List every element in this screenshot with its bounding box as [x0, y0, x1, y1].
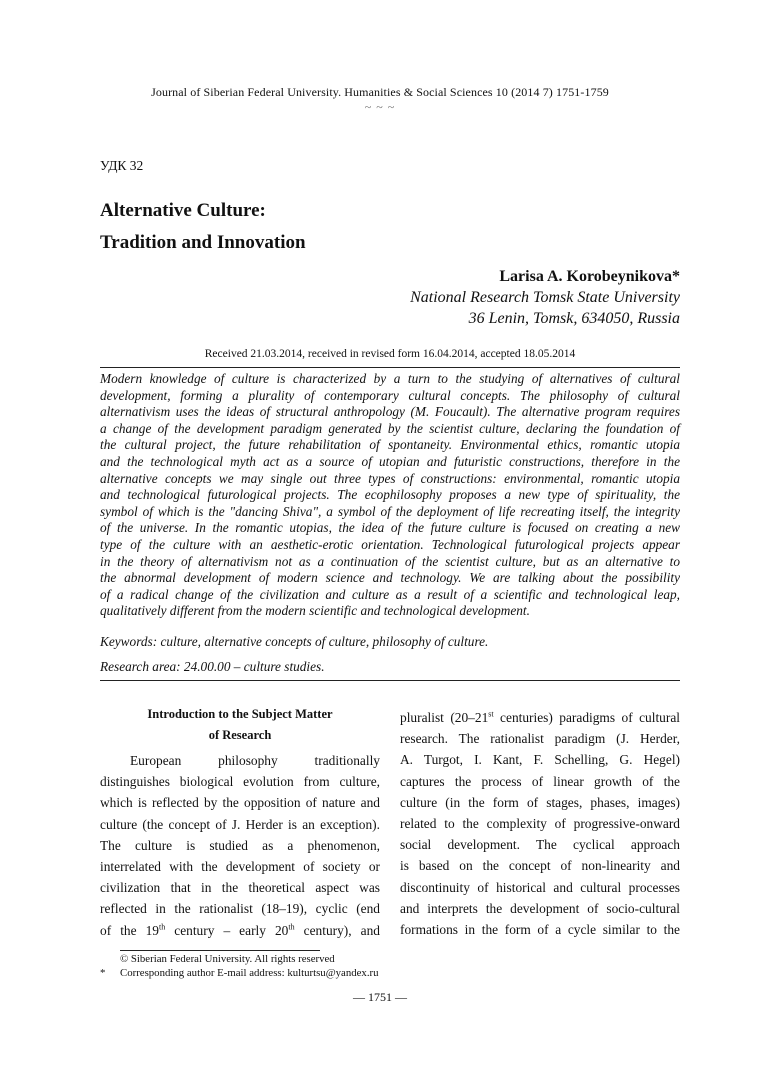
title-line-2: Tradition and Innovation	[100, 232, 306, 253]
footnote-rule	[120, 950, 320, 951]
abstract-line: and technological futurological projects. The ecophilosophy proposes a new type of spirituality, the	[100, 487, 680, 503]
author-name: Larisa A. Korobeynikova*	[499, 268, 680, 285]
abstract-line: type of the culture with an aesthetic-erotic orientation. Technological futurological projects appear	[100, 536, 680, 552]
text-segment: century – early 20	[165, 922, 289, 938]
body-column-right	[400, 707, 680, 940]
abstract-line: of a radical change of the civilization and culture as a result of a scientific and technological leap,	[100, 586, 680, 602]
abstract-line: Modern knowledge of culture is characterized by a turn to the studying of alternatives of cultural	[100, 371, 680, 386]
paragraph-line: culture (the concept of J. Herder is an exception).	[100, 816, 380, 832]
paragraph-line: formations in the form of a cycle similar to the	[400, 921, 680, 937]
section-heading	[100, 704, 380, 746]
footnote-email: Corresponding author E-mail address: kulturtsu@yandex.ru	[120, 967, 379, 979]
footnote-copyright: © Siberian Federal University. All rights reserved	[120, 953, 335, 965]
abstract-line: alternative concepts we may single out three types of constructions: environmental, romantic utopia	[100, 470, 680, 486]
research-area: Research area: 24.00.00 – culture studies.	[100, 659, 325, 674]
author-block	[410, 266, 680, 329]
abstract-line: and the technological myth act as a source of utopian and futuristic constructions, therefore in the	[100, 453, 680, 469]
abstract-line: in the theory of alternativism not as a continuation of the scientist culture, but as an alternative to	[100, 553, 680, 569]
author-affiliation: National Research Tomsk State University	[410, 289, 680, 306]
page-number: — 1751 —	[353, 990, 407, 1004]
paragraph-line: captures the process of linear growth of the	[400, 773, 680, 789]
text-segment: pluralist (20–21	[400, 710, 489, 725]
paragraph-line: interrelated with the development of society or	[100, 858, 380, 874]
paragraph-line: civilization that in the theoretical aspect was	[100, 880, 380, 896]
body-column-left	[100, 750, 380, 941]
received-dates: Received 21.03.2014, received in revised form 16.04.2014, accepted 18.05.2014	[204, 348, 576, 360]
superscript: th	[158, 922, 166, 932]
journal-header: Journal of Siberian Federal University. Humanities & Social Sciences 10 (2014 7) 1751-1759	[151, 85, 609, 99]
abstract-line: the cultural project, the future rehabilitation of spontaneity. Environmental ethics, romantic utopia	[100, 437, 680, 453]
paragraph-line: European philosophy traditionally	[130, 753, 380, 768]
section-heading-line-1: Introduction to the Subject Matter	[147, 707, 333, 721]
text-segment: centuries) paradigms of cultural	[493, 710, 680, 725]
udk-code: УДК 32	[100, 158, 144, 173]
paragraph-line: A. Turgot, I. Kant, F. Schelling, G. Hegel)	[400, 752, 680, 768]
abstract	[100, 371, 680, 620]
abstract-line: alternativism uses the ideas of structural anthropology (M. Foucault). The alternative program requires	[100, 404, 680, 420]
footnote-marker: *	[100, 967, 106, 979]
section-heading-line-2: of Research	[208, 728, 272, 742]
abstract-line: of the universe. In the romantic utopias, the idea of the future culture is focused on creating a new	[100, 520, 680, 536]
abstract-line: the abnormal development of modern science and technology. We are talking about the possibility	[100, 570, 680, 586]
text-segment: century), and	[294, 922, 380, 938]
text-segment: of the 19	[100, 922, 159, 938]
abstract-top-rule	[100, 367, 680, 368]
paragraph-line: discontinuity of historical and cultural processes	[400, 879, 680, 895]
superscript: st	[488, 709, 494, 719]
paragraph-line: social development. The cyclical approach	[400, 837, 680, 853]
title-line-1: Alternative Culture:	[100, 200, 266, 221]
abstract-line: development, forming a plurality of contemporary cultural concepts. The philosophy of cultural	[100, 387, 680, 403]
paragraph-line: which is reflected by the opposition of nature and	[100, 795, 380, 811]
footnote-corresponding	[100, 967, 379, 979]
abstract-line: symbol of which is the "dancing Shiva", a symbol of the deployment of life recreating itself, the integrity	[100, 503, 680, 519]
paragraph-line: reflected in the rationalist (18–19), cyclic (end	[100, 901, 380, 917]
paragraph-line: and interprets the development of socio-cultural	[400, 900, 680, 916]
paragraph-line: research. The rationalist paradigm (J. Herder,	[400, 731, 680, 747]
paragraph-line	[100, 920, 380, 941]
superscript: th	[288, 922, 295, 932]
abstract-line: a change of the development paradigm generated by the scientist culture, declaring the foundation of	[100, 420, 680, 436]
author-address: 36 Lenin, Tomsk, 634050, Russia	[468, 310, 680, 327]
paragraph-line: is based on the concept of non-linearity and	[400, 858, 680, 874]
paragraph-line: distinguishes biological evolution from culture,	[100, 774, 380, 790]
paragraph-line: culture (in the form of stages, phases, images)	[400, 794, 680, 810]
abstract-line: qualitatively different from the modern scientific and technological development.	[100, 603, 530, 619]
paragraph-line: related to the complexity of progressive-onward	[400, 815, 680, 831]
paragraph-line: The culture is studied as a phenomenon,	[100, 837, 380, 853]
paragraph-line	[400, 707, 680, 728]
article-title	[100, 195, 306, 259]
abstract-bottom-rule	[100, 680, 680, 681]
keywords: Keywords: culture, alternative concepts of culture, philosophy of culture.	[100, 634, 489, 649]
header-separator: ~ ~ ~	[364, 100, 396, 114]
